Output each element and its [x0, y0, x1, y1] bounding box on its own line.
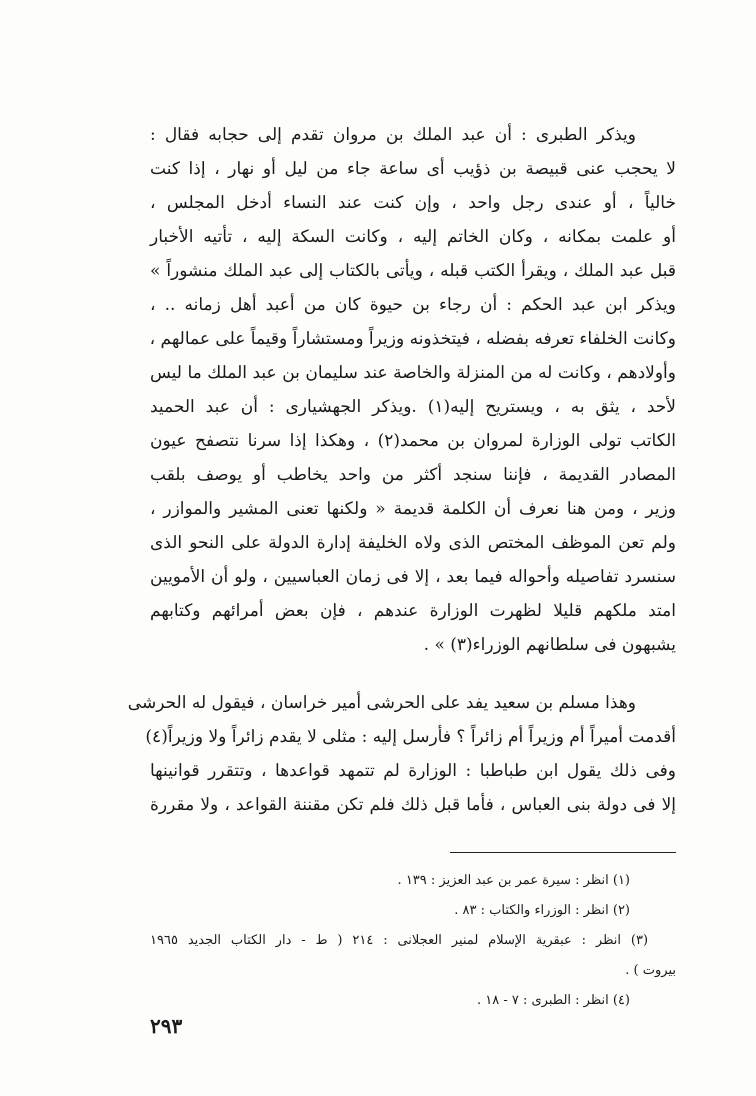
- footnote-4: (٤) انظر : الطبرى : ٧ - ١٨ .: [476, 993, 630, 1008]
- footnote-3-continuation: بيروت ) .: [625, 963, 676, 978]
- text-line: ولم تعن الموظف المختص الذى ولاه الخليفة إدارة الدولة على النحو الذى: [150, 533, 676, 553]
- footnote-separator: [450, 852, 676, 853]
- text-line: أقدمت أميراً أم وزيراً أم زائراً ؟ فأرسل إليه : مثلى لا يقدم زائراً ولا وزيراً(٤): [145, 727, 676, 747]
- footnote-1: (١) انظر : سيرة عمر بن عبد العزيز : ١٣٩ .: [397, 873, 630, 888]
- footnotes: [150, 866, 676, 1016]
- text-line: يشبهون فى سلطانهم الوزراء(٣) » .: [423, 635, 676, 655]
- text-line: إلا فى دولة بنى العباس ، فأما قبل ذلك فلم تكن مقننة القواعد ، ولا مقررة: [150, 795, 676, 815]
- text-line: امتد ملكهم قليلا لظهرت الوزارة عندهم ، فإن بعض أمرائهم وكتابهم: [150, 601, 676, 621]
- text-line: وأولادهم ، وكانت له من المنزلة والخاصة عند سليمان بن عبد الملك ما ليس: [150, 363, 676, 383]
- footnote-2: (٢) انظر : الوزراء والكتاب : ٨٣ .: [454, 903, 630, 918]
- page-number: ٢٩٣: [150, 1014, 183, 1038]
- text-line: وهذا مسلم بن سعيد يفد على الحرشى أمير خراسان ، فيقول له الحرشى: [127, 693, 636, 713]
- main-text: [127, 118, 677, 822]
- text-line: ويذكر ابن عبد الحكم : أن رجاء بن حيوة كان من أعبد أهل زمانه .. ،: [150, 295, 676, 315]
- text-line: وكانت الخلفاء تعرفه بفضله ، فيتخذونه وزيراً ومستشاراً وقيماً على عمالهم ،: [149, 329, 676, 349]
- paragraph-gap: [150, 662, 676, 686]
- footnote-3: (٣) انظر : عبقرية الإسلام لمنير العجلانى : ٢١٤ ( ط - دار الكتاب الجديد ١٩٦٥: [150, 933, 649, 948]
- text-line: الكاتب تولى الوزارة لمروان بن محمد(٢) ، وهكذا إذا سرنا نتصفح عيون: [150, 431, 676, 451]
- text-line: أو علمت بمكانه ، وكان الخاتم إليه ، وكانت السكة إليه ، تأتيه الأخبار: [150, 227, 676, 247]
- text-line: ويذكر الطبرى : أن عبد الملك بن مروان تقدم إلى حجابه فقال :: [150, 125, 636, 145]
- text-line: سنسرد تفاصيله وأحواله فيما بعد ، إلا فى زمان العباسيين ، ولو أن الأمويين: [150, 567, 676, 587]
- text-line: قبل عبد الملك ، ويقرأ الكتب قبله ، ويأتى بالكتاب إلى عبد الملك منشوراً »: [150, 261, 676, 281]
- text-line: لا يحجب عنى قبيصة بن ذؤيب أى ساعة جاء من ليل أو نهار ، إذا كنت: [150, 159, 676, 179]
- text-line: وزير ، ومن هنا نعرف أن الكلمة قديمة « ولكنها تعنى المشير والموازر ،: [150, 499, 676, 519]
- text-line: المصادر القديمة ، فإننا سنجد أكثر من واحد يخاطب أو يوصف بلقب: [150, 465, 676, 485]
- text-line: خالياً ، أو عندى رجل واحد ، وإن كنت عند النساء أدخل المجلس ،: [150, 193, 676, 213]
- text-line: وفى ذلك يقول ابن طباطبا : الوزارة لم تتمهد قواعدها ، وتتقرر قوانينها: [150, 761, 676, 781]
- text-line: لأحد ، يثق به ، ويستريح إليه(١) .ويذكر الجهشيارى : أن عبد الحميد: [150, 397, 677, 417]
